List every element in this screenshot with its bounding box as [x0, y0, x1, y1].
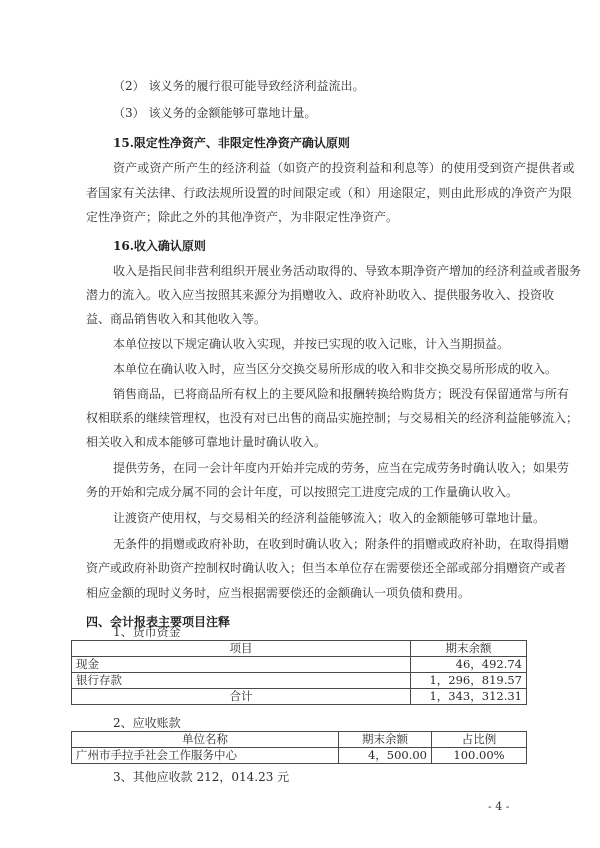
table-cell: 100.00% [432, 748, 527, 764]
table-cell: 银行存款 [72, 673, 411, 689]
table-cell: 广州市手拉手社会工作服务中心 [72, 748, 339, 764]
section-16-line: 提供劳务，在同一会计年度内开始并完成的劳务，应当在完成劳务时确认收入；如果劳 [113, 461, 570, 475]
table-header-cell: 期末余额 [411, 641, 527, 657]
section-16-line: 相应金额的现时义务时，应当根据需要偿还的金额确认一项负债和费用。 [86, 586, 471, 600]
section-16-line: 益、商品销售收入和其他收入等。 [86, 312, 267, 326]
section-16-line: 销售商品，已将商品所有权上的主要风险和报酬转换给购货方；既没有保留通常与所有 [113, 387, 570, 401]
section-16-line: 无条件的捐赠或政府补助，在收到时确认收入；附条件的捐赠或政府补助，在取得捐赠 [113, 537, 570, 551]
section-16-line: 资产或政府补助资产控制权时确认收入；但当本单位存在需要偿还全部或部分捐赠资产或者 [86, 561, 567, 575]
table-cell: 现金 [72, 657, 411, 673]
cash-table [71, 640, 527, 705]
table-header-cell: 单位名称 [72, 732, 339, 748]
section-16-line: 务的开始和完成分属不同的会计年度，可以按照完工进度完成的工作量确认收入。 [86, 485, 519, 499]
table-header-cell: 占比例 [432, 732, 527, 748]
section-16-line: 本单位在确认收入时，应当区分交换交易所形成的收入和非交换交易所形成的收入。 [113, 362, 558, 376]
section-16-line: 收入是指民间非营利组织开展业务活动取得的、导致本期净资产增加的经济利益或者服务 [113, 264, 582, 278]
section-4-heading: 四、会计报表主要项目注释 [86, 615, 231, 629]
section-15-line: 者国家有关法律、行政法规所设置的时间限定或（和）用途限定，则由此形成的净资产为限 [86, 186, 573, 200]
obligation-condition-2: （2） 该义务的履行很可能导致经济利益流出。 [113, 79, 365, 93]
table-header-cell: 项目 [72, 641, 411, 657]
table-row [72, 748, 527, 764]
section-16-line: 权相联系的继续管理权，也没有对已出售的商品实施控制；与交易相关的经济利益能够流入； [86, 411, 579, 425]
table-row [72, 673, 527, 689]
section-15-line: 定性净资产；除此之外的其他净资产，为非限定性净资产。 [86, 210, 399, 224]
table-cell: 46，492.74 [411, 657, 527, 673]
section-16-line: 让渡资产使用权，与交易相关的经济利益能够流入；收入的金额能够可靠地计量。 [113, 511, 546, 525]
table-cell: 合计 [72, 689, 411, 705]
section-15-heading: 15.限定性净资产、非限定性净资产确认原则 [113, 136, 350, 150]
cash-title: 1、货币资金 [113, 625, 181, 639]
receivables-title: 2、应收账款 [113, 716, 181, 730]
table-cell: 1，343，312.31 [411, 689, 527, 705]
page-number: - 4 - [488, 800, 510, 813]
table-total-row [72, 689, 527, 705]
table-header-row [72, 641, 527, 657]
section-16-line: 相关收入和成本能够可靠地计量时确认收入。 [86, 435, 327, 449]
section-16-heading: 16.收入确认原则 [113, 239, 206, 253]
table-cell: 1，296，819.57 [411, 673, 527, 689]
table-row [72, 657, 527, 673]
table-header-cell: 期末余额 [339, 732, 432, 748]
other-receivables-text: 3、其他应收款 212，014.23 元 [113, 770, 290, 784]
section-15-line: 资产或资产所产生的经济利益（如资产的投资利益和利息等）的使用受到资产提供者或 [113, 161, 575, 175]
obligation-condition-3: （3） 该义务的金额能够可靠地计量。 [113, 106, 317, 120]
receivables-table [71, 731, 527, 764]
table-header-row [72, 732, 527, 748]
table-cell: 4，500.00 [339, 748, 432, 764]
section-16-line: 潜力的流入。收入应当按照其来源分为捐赠收入、政府补助收入、提供服务收入、投资收 [86, 288, 555, 302]
section-16-line: 本单位按以下规定确认收入实现，并按已实现的收入记账，计入当期损益。 [113, 337, 510, 351]
